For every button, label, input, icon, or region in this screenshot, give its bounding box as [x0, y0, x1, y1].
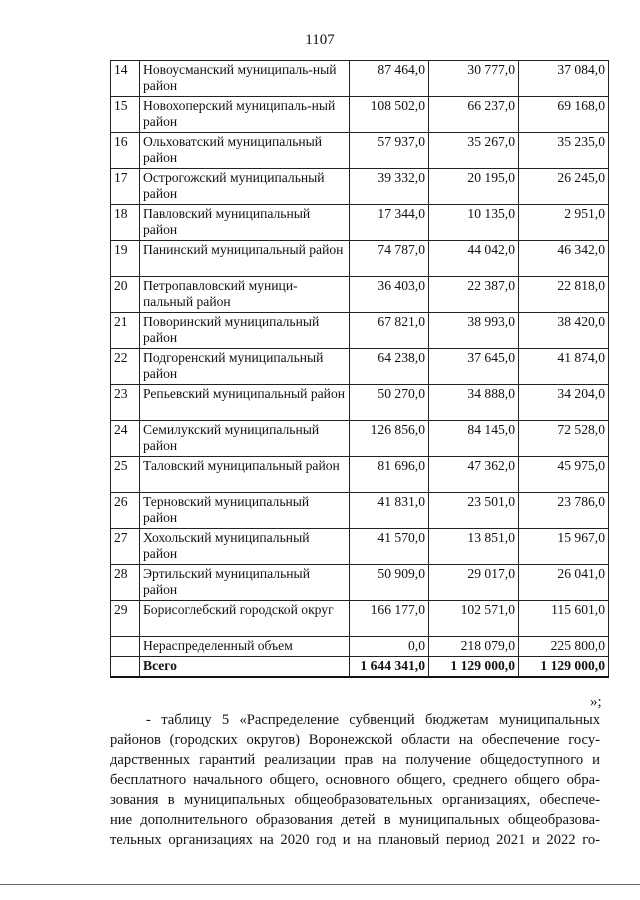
- value-col-3: 1 129 000,0: [519, 657, 609, 678]
- row-number: 20: [111, 277, 140, 313]
- row-number: 24: [111, 421, 140, 457]
- value-col-2: 84 145,0: [429, 421, 519, 457]
- table-row: [111, 169, 609, 205]
- row-number: 15: [111, 97, 140, 133]
- district-name: Новоусманский муниципаль-ный район: [140, 61, 350, 97]
- value-col-3: 72 528,0: [519, 421, 609, 457]
- value-col-2: 20 195,0: [429, 169, 519, 205]
- district-name: Панинский муниципальный район: [140, 241, 350, 277]
- district-name: Эртильский муниципальный район: [140, 565, 350, 601]
- district-name: Репьевский муниципальный район: [140, 385, 350, 421]
- paragraph-line: дарственных гарантий реализации прав на получение общедоступного и: [110, 752, 600, 768]
- value-col-3: 34 204,0: [519, 385, 609, 421]
- paragraph-line: зования в муниципальных общеобразовательных организациях, обеспече-: [110, 792, 600, 808]
- value-col-1: 67 821,0: [350, 313, 429, 349]
- district-name: Борисоглебский городской округ: [140, 601, 350, 637]
- table-row: [111, 421, 609, 457]
- row-number: 21: [111, 313, 140, 349]
- district-name: Хохольский муниципальный район: [140, 529, 350, 565]
- table-row: [111, 385, 609, 421]
- table-row: [111, 313, 609, 349]
- value-col-2: 22 387,0: [429, 277, 519, 313]
- row-number: 19: [111, 241, 140, 277]
- footer-divider: [0, 884, 640, 885]
- table-row: [111, 529, 609, 565]
- paragraph-line: районов (городских округов) Воронежской области на обеспечение госу-: [110, 732, 600, 748]
- value-col-3: 26 041,0: [519, 565, 609, 601]
- value-col-1: 17 344,0: [350, 205, 429, 241]
- value-col-1: 41 831,0: [350, 493, 429, 529]
- value-col-1: 81 696,0: [350, 457, 429, 493]
- value-col-2: 218 079,0: [429, 637, 519, 657]
- value-col-2: 44 042,0: [429, 241, 519, 277]
- value-col-2: 23 501,0: [429, 493, 519, 529]
- row-number: 23: [111, 385, 140, 421]
- table-row: [111, 241, 609, 277]
- value-col-2: 66 237,0: [429, 97, 519, 133]
- value-col-1: 166 177,0: [350, 601, 429, 637]
- row-number: 25: [111, 457, 140, 493]
- value-col-3: 225 800,0: [519, 637, 609, 657]
- district-name: Ольховатский муниципальный район: [140, 133, 350, 169]
- value-col-1: 1 644 341,0: [350, 657, 429, 678]
- table-row: [111, 565, 609, 601]
- value-col-1: 0,0: [350, 637, 429, 657]
- closing-quote-mark: »;: [590, 694, 602, 710]
- row-number: 26: [111, 493, 140, 529]
- district-name: Всего: [140, 657, 350, 678]
- row-number: 22: [111, 349, 140, 385]
- table-row: [111, 349, 609, 385]
- unallocated-row: [111, 637, 609, 657]
- value-col-2: 38 993,0: [429, 313, 519, 349]
- value-col-1: 41 570,0: [350, 529, 429, 565]
- value-col-3: 115 601,0: [519, 601, 609, 637]
- page-number: 1107: [305, 32, 335, 48]
- value-col-2: 10 135,0: [429, 205, 519, 241]
- value-col-1: 57 937,0: [350, 133, 429, 169]
- value-col-3: 46 342,0: [519, 241, 609, 277]
- subvention-table: [110, 60, 609, 678]
- row-number: 29: [111, 601, 140, 637]
- value-col-2: 102 571,0: [429, 601, 519, 637]
- table-row: [111, 133, 609, 169]
- table-row: [111, 601, 609, 637]
- value-col-3: 2 951,0: [519, 205, 609, 241]
- value-col-2: 47 362,0: [429, 457, 519, 493]
- value-col-2: 13 851,0: [429, 529, 519, 565]
- value-col-1: 36 403,0: [350, 277, 429, 313]
- value-col-1: 87 464,0: [350, 61, 429, 97]
- paragraph-line: тельных организациях на 2020 год и на плановый период 2021 и 2022 го-: [110, 832, 600, 848]
- row-number: 28: [111, 565, 140, 601]
- table-row: [111, 277, 609, 313]
- value-col-2: 30 777,0: [429, 61, 519, 97]
- value-col-1: 74 787,0: [350, 241, 429, 277]
- district-name: Подгоренский муниципальный район: [140, 349, 350, 385]
- value-col-1: 126 856,0: [350, 421, 429, 457]
- row-number: 27: [111, 529, 140, 565]
- value-col-3: 15 967,0: [519, 529, 609, 565]
- value-col-3: 26 245,0: [519, 169, 609, 205]
- value-col-1: 39 332,0: [350, 169, 429, 205]
- row-number: 16: [111, 133, 140, 169]
- row-number: 18: [111, 205, 140, 241]
- paragraph-line: бесплатного начального общего, основного общего, среднего общего обра-: [110, 772, 600, 788]
- value-col-1: 64 238,0: [350, 349, 429, 385]
- table-row: [111, 493, 609, 529]
- paragraph-line: ние дополнительного образования детей в муниципальных общеобразова-: [110, 812, 600, 828]
- district-name: Терновский муниципальный район: [140, 493, 350, 529]
- value-col-2: 29 017,0: [429, 565, 519, 601]
- total-row: [111, 657, 609, 678]
- value-col-1: 108 502,0: [350, 97, 429, 133]
- paragraph-line: - таблицу 5 «Распределение субвенций бюджетам муниципальных: [146, 712, 600, 728]
- district-name: Острогожский муниципальный район: [140, 169, 350, 205]
- row-number: 14: [111, 61, 140, 97]
- value-col-2: 35 267,0: [429, 133, 519, 169]
- value-col-3: 38 420,0: [519, 313, 609, 349]
- value-col-3: 41 874,0: [519, 349, 609, 385]
- district-name: Петропавловский муници-пальный район: [140, 277, 350, 313]
- value-col-3: 35 235,0: [519, 133, 609, 169]
- value-col-1: 50 270,0: [350, 385, 429, 421]
- value-col-3: 69 168,0: [519, 97, 609, 133]
- district-name: Таловский муниципальный район: [140, 457, 350, 493]
- table-row: [111, 457, 609, 493]
- district-name: Поворинский муниципальный район: [140, 313, 350, 349]
- value-col-2: 34 888,0: [429, 385, 519, 421]
- row-number: 17: [111, 169, 140, 205]
- row-number: [111, 657, 140, 678]
- value-col-3: 23 786,0: [519, 493, 609, 529]
- value-col-3: 37 084,0: [519, 61, 609, 97]
- district-name: Семилукский муниципальный район: [140, 421, 350, 457]
- value-col-3: 22 818,0: [519, 277, 609, 313]
- value-col-2: 1 129 000,0: [429, 657, 519, 678]
- table-row: [111, 205, 609, 241]
- table-row: [111, 97, 609, 133]
- value-col-3: 45 975,0: [519, 457, 609, 493]
- table-body: [111, 61, 609, 678]
- district-name: Новохоперский муниципаль-ный район: [140, 97, 350, 133]
- value-col-2: 37 645,0: [429, 349, 519, 385]
- table-row: [111, 61, 609, 97]
- amendment-paragraph: [110, 710, 600, 850]
- district-name: Павловский муниципальный район: [140, 205, 350, 241]
- row-number: [111, 637, 140, 657]
- value-col-1: 50 909,0: [350, 565, 429, 601]
- district-name: Нераспределенный объем: [140, 637, 350, 657]
